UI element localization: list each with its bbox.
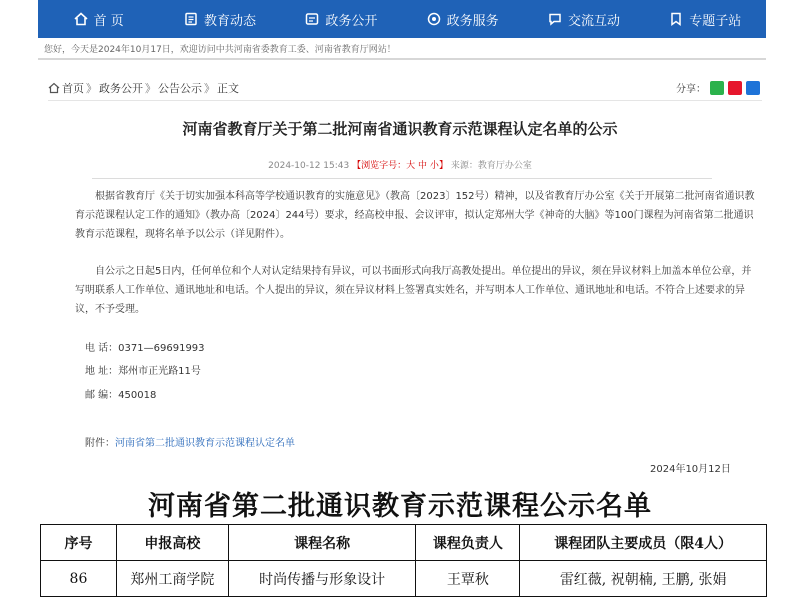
- nav-item-government-affairs[interactable]: [281, 0, 402, 38]
- header-team-members: 课程团队主要成员（限4人）: [520, 525, 767, 561]
- weibo-share-icon[interactable]: [728, 81, 742, 95]
- meta-divider: [92, 178, 712, 179]
- news-icon: [184, 12, 198, 26]
- header-course-lead: 课程负责人: [416, 525, 520, 561]
- attachment: [85, 434, 295, 449]
- list-title: 河南省第二批通识教育示范课程公示名单: [148, 491, 652, 522]
- font-size-medium-button[interactable]: 中: [418, 161, 428, 171]
- publish-datetime: 2024-10-12 15:43: [268, 161, 350, 171]
- font-size-large-button[interactable]: 大: [406, 161, 416, 171]
- nav-label: 教育动态: [203, 13, 256, 29]
- article-title: 河南省教育厅关于第二批河南省通识教育示范课程认定名单的公示: [182, 120, 618, 138]
- bookmark-icon: [669, 12, 683, 26]
- header-divider: [38, 58, 766, 60]
- cell-course-name: 时尚传播与形象设计: [228, 561, 416, 597]
- attachment-link[interactable]: 河南省第二批通识教育示范课程认定名单: [115, 438, 295, 449]
- cell-team-members: 雷红薇, 祝朝楠, 王鹏, 张娟: [520, 561, 767, 597]
- nav-item-interaction[interactable]: [523, 0, 644, 38]
- font-size-small-button[interactable]: 小: [429, 161, 439, 171]
- article-source: 来源：教育厅办公室: [450, 161, 532, 171]
- table-row: [41, 561, 767, 597]
- breadcrumb-announcements[interactable]: 公告公示: [158, 82, 202, 95]
- wechat-share-icon[interactable]: [710, 81, 724, 95]
- document-icon: [305, 12, 319, 26]
- nav-label: 政务服务: [446, 13, 499, 29]
- font-size-suffix: 】: [438, 161, 448, 171]
- breadcrumb-separator: 》: [86, 82, 97, 95]
- breadcrumb-divider: [48, 100, 762, 101]
- home-icon: [48, 82, 60, 94]
- contact-address: 地 址：郑州市正光路11号: [85, 366, 201, 377]
- header-index: 序号: [41, 525, 117, 561]
- share-label: 分享：: [676, 84, 706, 95]
- nav-item-topic-sites[interactable]: [645, 0, 766, 38]
- breadcrumb: [48, 80, 239, 96]
- chat-icon: [548, 12, 562, 26]
- nav-label: 首 页: [93, 13, 124, 29]
- nav-item-government-services[interactable]: [402, 0, 523, 38]
- breadcrumb-separator: 》: [145, 82, 156, 95]
- cell-university: 郑州工商学院: [116, 561, 228, 597]
- contact-postcode: 邮 编：450018: [85, 390, 157, 401]
- article-paragraph-2: 自公示之日起5日内，任何单位和个人对认定结果持有异议，可以书面形式向我厅高教处提出。单位提出的异议，须在异议材料上加盖本单位公章，并写明联系人工作单位、通讯地址和电话。个人提出的异议，须在异议材料上签署真实姓名，并写明本人工作单位、通讯地址和电话。不符合上述要求的异议，不予受理。: [75, 266, 752, 315]
- table-header-row: [41, 525, 767, 561]
- font-size-prefix: 【浏览字号：: [352, 161, 407, 171]
- nav-label: 交流互动: [567, 13, 620, 29]
- cell-index: 86: [41, 561, 117, 597]
- article-paragraph-1: 根据省教育厅《关于切实加强本科高等学校通识教育的实施意见》（教高〔2023〕152号）精神，以及省教育厅办公室《关于开展第二批河南省通识教育示范课程认定工作的通知》（教办高〔2024〕244号）要求，经高校申报、会议评审，拟认定郑州大学《神奇的大脑》等100门课程为河南省第二批通识教育示范课程，现将名单予以公示（详见附件）。: [75, 191, 755, 240]
- welcome-text: 您好，今天是2024年10月17日，欢迎访问中共河南省委教育工委、河南省教育厅网站！: [44, 45, 396, 55]
- breadcrumb-current: 正文: [217, 82, 239, 95]
- share-bar: [676, 80, 760, 95]
- home-icon: [74, 12, 88, 26]
- service-icon: [427, 12, 441, 26]
- course-list-table: [40, 524, 767, 597]
- cell-course-lead: 王覃秋: [416, 561, 520, 597]
- attachment-label: 附件：: [85, 438, 115, 449]
- breadcrumb-home[interactable]: 首页: [62, 82, 84, 95]
- nav-label: 政务公开: [325, 13, 378, 29]
- contact-phone: 电 话：0371—69691993: [85, 343, 205, 354]
- top-nav: [38, 0, 766, 38]
- qq-share-icon[interactable]: [746, 81, 760, 95]
- header-university: 申报高校: [116, 525, 228, 561]
- article-meta: [40, 158, 760, 171]
- nav-item-home[interactable]: [38, 0, 159, 38]
- nav-item-education-news[interactable]: [159, 0, 280, 38]
- breadcrumb-separator: 》: [204, 82, 215, 95]
- breadcrumb-government-affairs[interactable]: 政务公开: [99, 82, 143, 95]
- nav-label: 专题子站: [689, 13, 742, 29]
- article-date: 2024年10月12日: [650, 464, 731, 475]
- header-course-name: 课程名称: [228, 525, 416, 561]
